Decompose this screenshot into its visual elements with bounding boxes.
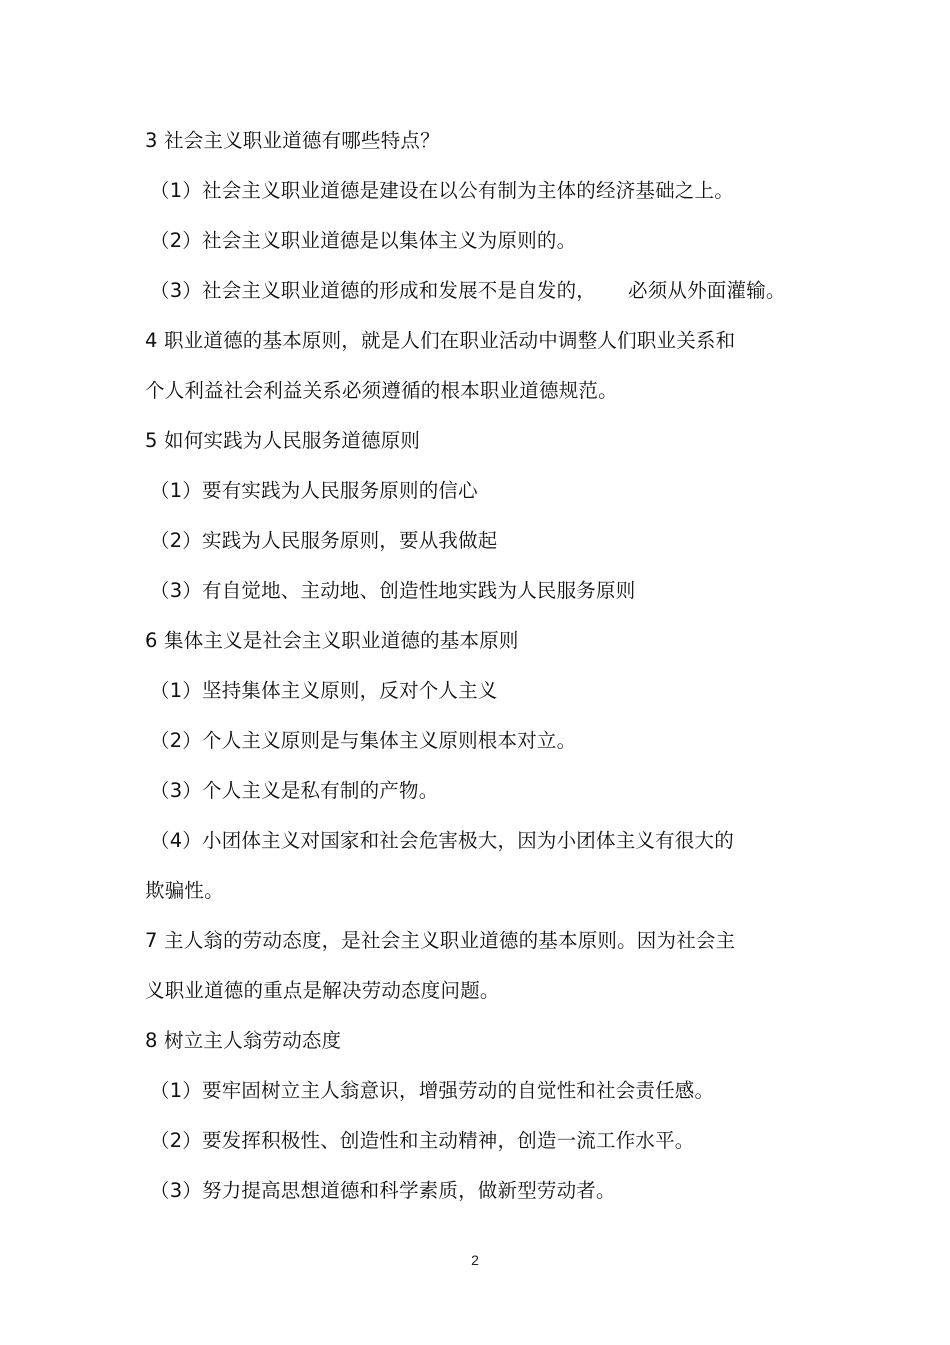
page-number: 2 bbox=[471, 1252, 479, 1268]
question-5-item-1: （1）要有实践为人民服务原则的信心 bbox=[150, 479, 478, 502]
question-6-item-4-line-1: （4）小团体主义对国家和社会危害极大，因为小团体主义有很大的 bbox=[150, 829, 734, 852]
question-8-heading: 8 树立主人翁劳动态度 bbox=[145, 1029, 342, 1052]
question-5-heading: 5 如何实践为人民服务道德原则 bbox=[145, 429, 421, 452]
question-6-item-2: （2）个人主义原则是与集体主义原则根本对立。 bbox=[150, 729, 577, 752]
question-4-line-1: 4 职业道德的基本原则，就是人们在职业活动中调整人们职业关系和 bbox=[145, 329, 736, 352]
question-3-item-2: （2）社会主义职业道德是以集体主义为原则的。 bbox=[150, 229, 577, 252]
question-7-line-2: 义职业道德的重点是解决劳动态度问题。 bbox=[145, 979, 500, 1002]
question-5-item-3: （3）有自觉地、主动地、创造性地实践为人民服务原则 bbox=[150, 579, 636, 602]
question-6-item-3: （3）个人主义是私有制的产物。 bbox=[150, 779, 439, 802]
question-3-heading: 3 社会主义职业道德有哪些特点？ bbox=[145, 129, 440, 152]
question-8-item-1: （1）要牢固树立主人翁意识，增强劳动的自觉性和社会责任感。 bbox=[150, 1079, 715, 1102]
question-8-item-2: （2）要发挥积极性、创造性和主动精神，创造一流工作水平。 bbox=[150, 1129, 695, 1152]
question-5-item-2: （2）实践为人民服务原则，要从我做起 bbox=[150, 529, 498, 552]
question-6-item-4-line-2: 欺骗性。 bbox=[145, 879, 224, 902]
question-4-line-2: 个人利益社会利益关系必须遵循的根本职业道德规范。 bbox=[145, 379, 618, 402]
question-7-line-1: 7 主人翁的劳动态度，是社会主义职业道德的基本原则。因为社会主 bbox=[145, 929, 736, 952]
question-6-item-1: （1）坚持集体主义原则，反对个人主义 bbox=[150, 679, 498, 702]
question-8-item-3: （3）努力提高思想道德和科学素质，做新型劳动者。 bbox=[150, 1179, 616, 1202]
question-3-item-1: （1）社会主义职业道德是建设在以公有制为主体的经济基础之上。 bbox=[150, 179, 734, 202]
question-3-item-3: （3）社会主义职业道德的形成和发展不是自发的， 必须从外面灌输。 bbox=[150, 279, 786, 302]
question-6-heading: 6 集体主义是社会主义职业道德的基本原则 bbox=[145, 629, 519, 652]
